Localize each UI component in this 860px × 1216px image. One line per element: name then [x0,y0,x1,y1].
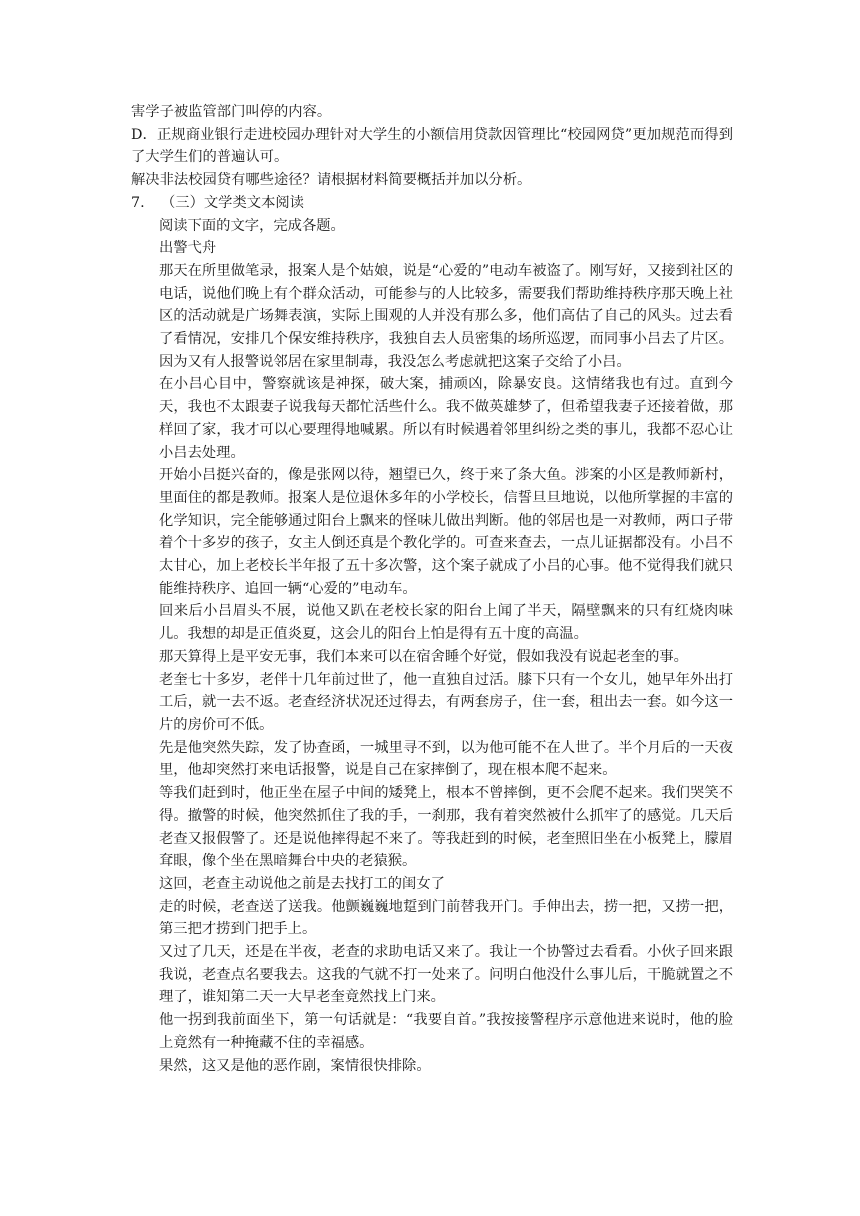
paragraph: 又过了几天，还是在半夜，老查的求助电话又来了。我让一个协警过去看看。小伙子回来跟我说，老查点名要我去。这我的气就不打一处来了。问明白他没什么事儿后，干脆就置之不理了，谁知第二天一大早老奎竟然找上门来。 [159,944,733,1006]
reading-instruction: 阅读下面的文字，完成各题。 [159,217,345,234]
paragraph: 在小吕心目中，警察就该是神探，破大案，捕顽凶，除暴安良。这情绪我也有过。直到今天，我也不太跟妻子说我每天都忙活些什么。我不做英雄梦了，但希望我妻子还接着做，那样回了家，我才可以心要理得地喊累。所以有时候遇着邻里纠纷之类的事儿，我都不忍心让小吕去处理。 [159,376,733,461]
story-title: 出警弋舟 [159,240,217,257]
question-number: 7. [131,194,145,211]
paragraph: 那天在所里做笔录，报案人是个姑娘，说是“心爱的”电动车被盗了。刚写好，又接到社区的电话，说他们晚上有个群众活动，可能参与的人比较多，需要我们帮助维持秩序那天晚上社区的活动就是广场舞表演，实际上围观的人并没有那么多，他们高估了自己的风头。过去看了看情况，安排几个保安维持秩序，我独自去人员密集的场所巡逻，而同事小吕去了片区。因为又有人报警说邻居在家里制毒，我没怎么考虑就把这案子交给了小吕。 [159,262,733,370]
section-title: （三）文学类文本阅读 [161,194,304,211]
paragraph: 这回，老查主动说他之前是去找打工的闺女了 [159,875,445,892]
paragraph: 那天算得上是平安无事，我们本来可以在宿舍睡个好觉，假如我没有说起老奎的事。 [159,648,688,665]
paragraph: 他一拐到我前面坐下，第一句话就是：“我要自首。”我按接警程序示意他进来说时，他的脸上竟然有一种掩藏不住的幸福感。 [159,1012,733,1051]
paragraph: 回来后小吕眉头不展，说他又趴在老校长家的阳台上闻了半天，隔壁飘来的只有红烧肉味儿。我想的却是正值炎夏，这会儿的阳台上怕是得有五十度的高温。 [159,603,733,643]
paragraph: 果然，这又是他的恶作剧，案情很快排除。 [159,1057,431,1074]
paragraph: 老奎七十多岁，老伴十几年前过世了，他一直独自过活。膝下只有一个女儿，她早年外出打工后，就一去不返。老查经济状况还过得去，有两套房子，住一套，租出去一套。如今这一片的房价可不低。 [159,671,733,733]
document-body [131,101,733,1077]
paragraph: 先是他突然失踪，发了协查函，一城里寻不到，以为他可能不在人世了。半个月后的一天夜里，他却突然打来电话报警，说是自己在家摔倒了，现在根本爬不起来。 [159,739,733,779]
paragraph: 等我们赶到时，他正坐在屋子中间的矮凳上，根本不曾摔倒，更不会爬不起来。我们哭笑不得。撤警的时候，他突然抓住了我的手，一刹那，我有着突然被什么抓牢了的感觉。几天后老查又报假警了。还是说他摔得起不来了。等我赶到的时候，老奎照旧坐在小板凳上，朦眉耷眼，像个坐在黑暗舞台中央的老猿猴。 [159,785,733,870]
question-prompt: 解决非法校园贷有哪些途径？请根据材料简要概括并加以分析。 [131,172,532,189]
question-7-heading [131,192,733,215]
option-c-continuation: 害学子被监管部门叫停的内容。 [131,104,332,120]
option-d: D．正规商业银行走进校园办理针对大学生的小额信用贷款因管理比“校园网贷”更加规范而得到了大学生们的普遍认可。 [131,126,733,166]
paragraph: 走的时候，老查送了送我。他颤巍巍地踅到门前替我开门。手伸出去，捞一把，又捞一把，第三把才捞到门把手上。 [159,898,733,938]
paragraph: 开始小吕挺兴奋的，像是张网以待，翘望已久，终于来了条大鱼。涉案的小区是教师新村，里面住的都是教师。报案人是位退休多年的小学校长，信誓旦旦地说，以他所掌握的丰富的化学知识，完全能够通过阳台上飘来的怪味儿做出判断。他的邻居也是一对教师，两口子带着个十多岁的孩子，女主人倒还真是个教化学的。可查来查去，一点儿证据都没有。小吕不太甘心，加上老校长半年报了五十多次警，这个案子就成了小吕的心事。他不觉得我们就只能维持秩序、追回一辆“心爱的”电动车。 [159,467,733,597]
